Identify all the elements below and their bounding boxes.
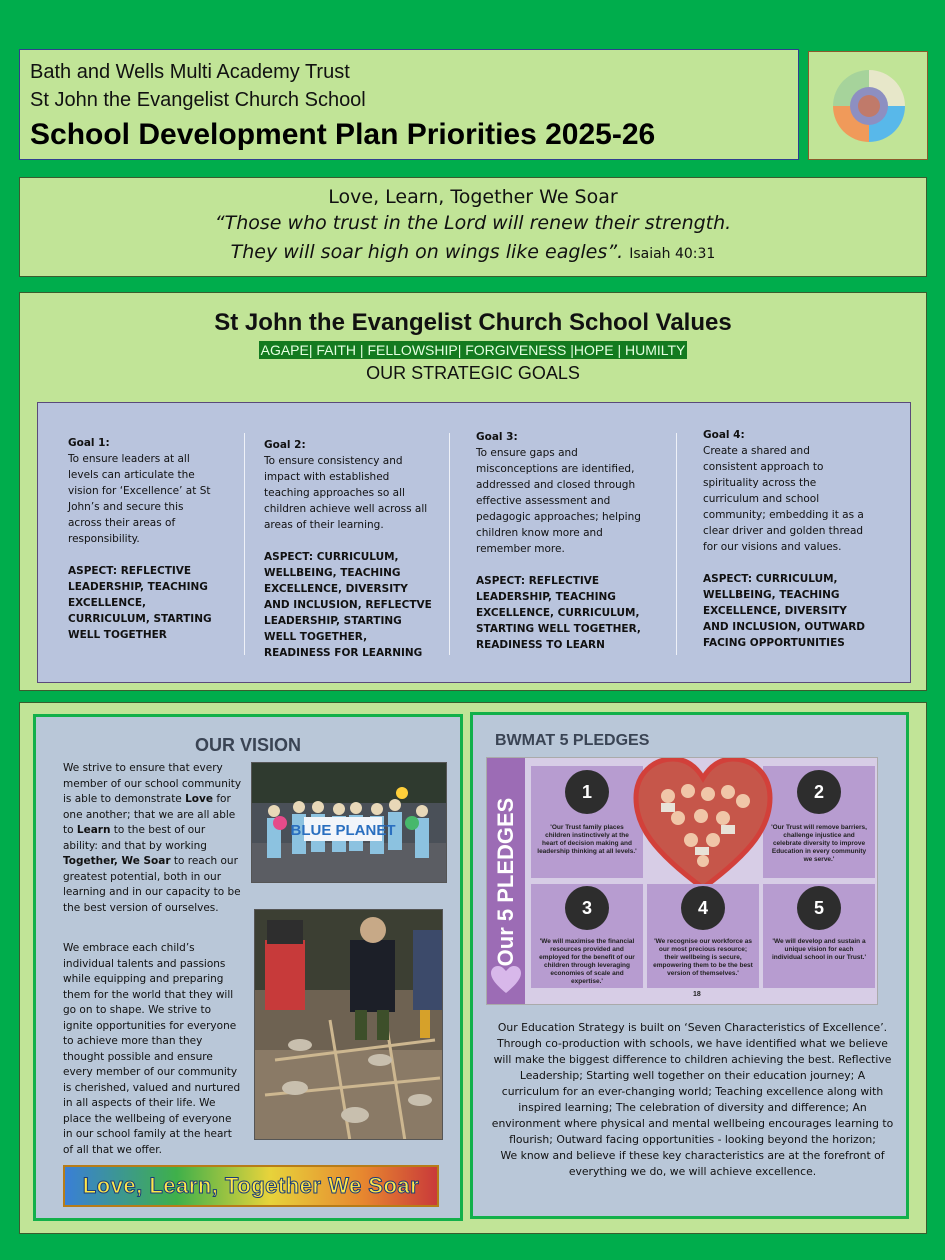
- school-logo-icon: [824, 66, 914, 146]
- pledge-text: 'Our Trust family places children instinctively at the heart of decision making and leadership thinking at all levels.': [537, 824, 637, 855]
- vision-paragraph-2: We embrace each child’s individual talents and passions while equipping and preparing them for the world that they will go on to shape. We strive to ignite opportunities for everyone to achieve more than they thought possible and ensure every member of our community is cherished, valued and nurtured in all aspects of their life. We place the wellbeing of everyone in our school family at the heart of all that we offer.: [63, 942, 241, 1156]
- pledge-number: 3: [565, 886, 609, 930]
- pledge-text: 'We will maximise the financial resources provided and employed for the benefit of our children through leveraging economies of scale and expertise.': [539, 938, 635, 985]
- pledge-text: 'Our Trust will remove barriers, challenge injustice and celebrate diversity to improve Education in every community we serve.': [771, 824, 867, 863]
- scripture-quote-line-2: They will soar high on wings like eagles”. Isaiah 40:31: [230, 241, 716, 263]
- goal-4: [703, 427, 865, 651]
- scripture-reference: Isaiah 40:31: [629, 246, 716, 262]
- goal-1: [68, 435, 218, 643]
- pledge-text: 'We will develop and sustain a unique vision for each individual school in our Trust.': [772, 938, 866, 961]
- values-title: St John the Evangelist Church School Values: [214, 309, 732, 336]
- pledge-tile-1: [531, 766, 643, 878]
- scripture-quote-line-1: “Those who trust in the Lord will renew their strength.: [214, 212, 732, 234]
- pledge-tile-5: [763, 884, 875, 988]
- graphic-page-number: 18: [693, 991, 701, 998]
- pledges-panel: [470, 712, 909, 1219]
- goal-divider: [676, 433, 677, 655]
- header-panel: [19, 49, 799, 160]
- education-strategy-text: Our Education Strategy is built on ‘Seven Characteristics of Excellence’. Through co-production with schools, we have identified what we believe will make the biggest difference to children achieving the best. Reflective Leadership; Starting well together on their education journey; A curriculum for an ever-changing world; Teaching excellence along with inspired learning; The celebration of diversity and difference; An environment where physical and mental wellbeing encourages learning to flourish; Outward facing opportunities - looking beyond the horizon; We know and believe if these key characteristics are at the forefront of everything we do, we will achieve excellence.: [491, 1021, 894, 1178]
- goal-text: To ensure gaps and misconceptions are identified, addressed and closed through effective assessment and pedagogic approaches; helping children know more and remember more.: [476, 447, 641, 555]
- pledge-number: 4: [681, 886, 725, 930]
- outdoor-learning-photo: [254, 909, 443, 1140]
- pledges-sidebar: [487, 758, 525, 1004]
- motto-line: Love, Learn, Together We Soar: [328, 186, 618, 208]
- goal-heading: Goal 4:: [703, 429, 745, 441]
- pledges-title: BWMAT 5 PLEDGES: [495, 732, 650, 749]
- goal-heading: Goal 2:: [264, 439, 306, 451]
- values-list: AGAPE| FAITH | FELLOWSHIP| FORGIVENESS |HOPE | HUMILTY: [260, 342, 686, 358]
- goal-text: To ensure consistency and impact with established teaching approaches so all children achieve well across all areas of their learning.: [264, 455, 428, 531]
- heart-icon: [491, 966, 521, 994]
- pledge-number: 5: [797, 886, 841, 930]
- blue-planet-sign: BLUE PLANET: [290, 822, 396, 839]
- children-heart-photo: [633, 757, 773, 892]
- goal-text: To ensure leaders at all levels can articulate the vision for ‘Excellence’ at St John’s and secure this across their areas of responsibility.: [68, 453, 211, 545]
- goal-aspect: ASPECT: REFLECTIVE LEADERSHIP, TEACHING EXCELLENCE, CURRICULUM, STARTING WELL TOGETHER: [68, 565, 212, 641]
- school-logo: [808, 51, 928, 160]
- children-blue-planet-photo: [251, 762, 447, 883]
- pledge-tile-2: [763, 766, 875, 878]
- goal-aspect: ASPECT: CURRICULUM, WELLBEING, TEACHING EXCELLENCE, DIVERSITY AND INCLUSION, REFLECTVE LEADERSHIP, STARTING WELL TOGETHER, READINESS FOR LEARNING: [264, 551, 432, 659]
- goal-text: Create a shared and consistent approach to spirituality across the curriculum and school community; embedding it as a clear driver and golden thread for our visions and values.: [703, 445, 864, 553]
- pledges-graphic: [486, 757, 878, 1005]
- pledges-side-label: Our 5 PLEDGES: [493, 797, 518, 967]
- goal-heading: Goal 1:: [68, 437, 110, 449]
- goal-heading: Goal 3:: [476, 431, 518, 443]
- pledge-tile-3: [531, 884, 643, 988]
- goal-aspect: ASPECT: REFLECTIVE LEADERSHIP, TEACHING EXCELLENCE, CURRICULUM, STARTING WELL TOGETHER, READINESS TO LEARN: [476, 575, 641, 651]
- vision-title: OUR VISION: [194, 735, 301, 755]
- pledge-number: 2: [797, 770, 841, 814]
- pledge-tile-4: [647, 884, 759, 988]
- goal-divider: [244, 433, 245, 655]
- motto-banner: [63, 1165, 439, 1207]
- page-title: School Development Plan Priorities 2025-26: [30, 118, 656, 151]
- goal-aspect: ASPECT: CURRICULUM, WELLBEING, TEACHING EXCELLENCE, DIVERSITY AND INCLUSION, OUTWARD FACING OPPORTUNITIES: [703, 573, 866, 649]
- strategic-goals-title: OUR STRATEGIC GOALS: [366, 363, 580, 383]
- goal-2: [264, 437, 436, 661]
- vision-panel: [33, 714, 463, 1221]
- pledge-text: 'We recognise our workforce as our most precious resource; their wellbeing is secure, empowering them to be the best version of themselves.': [653, 938, 753, 977]
- banner-text: Love, Learn, Together We Soar: [82, 1173, 420, 1198]
- values-panel: [19, 292, 927, 691]
- trust-name: Bath and Wells Multi Academy Trust: [30, 61, 350, 83]
- goal-3: [476, 429, 661, 653]
- goals-panel: [37, 402, 911, 683]
- goal-divider: [449, 433, 450, 655]
- motto-panel: [19, 177, 927, 277]
- vision-paragraph-1: We strive to ensure that every member of our school community is able to demonstrate Love for one another; that we are all able to Learn to the best of our ability: and that by working Together, We Soar to reach our greatest potential, both in our learning and in our capacity to be the best version of ourselves.: [63, 762, 242, 914]
- school-name: St John the Evangelist Church School: [30, 89, 366, 111]
- pledge-number: 1: [565, 770, 609, 814]
